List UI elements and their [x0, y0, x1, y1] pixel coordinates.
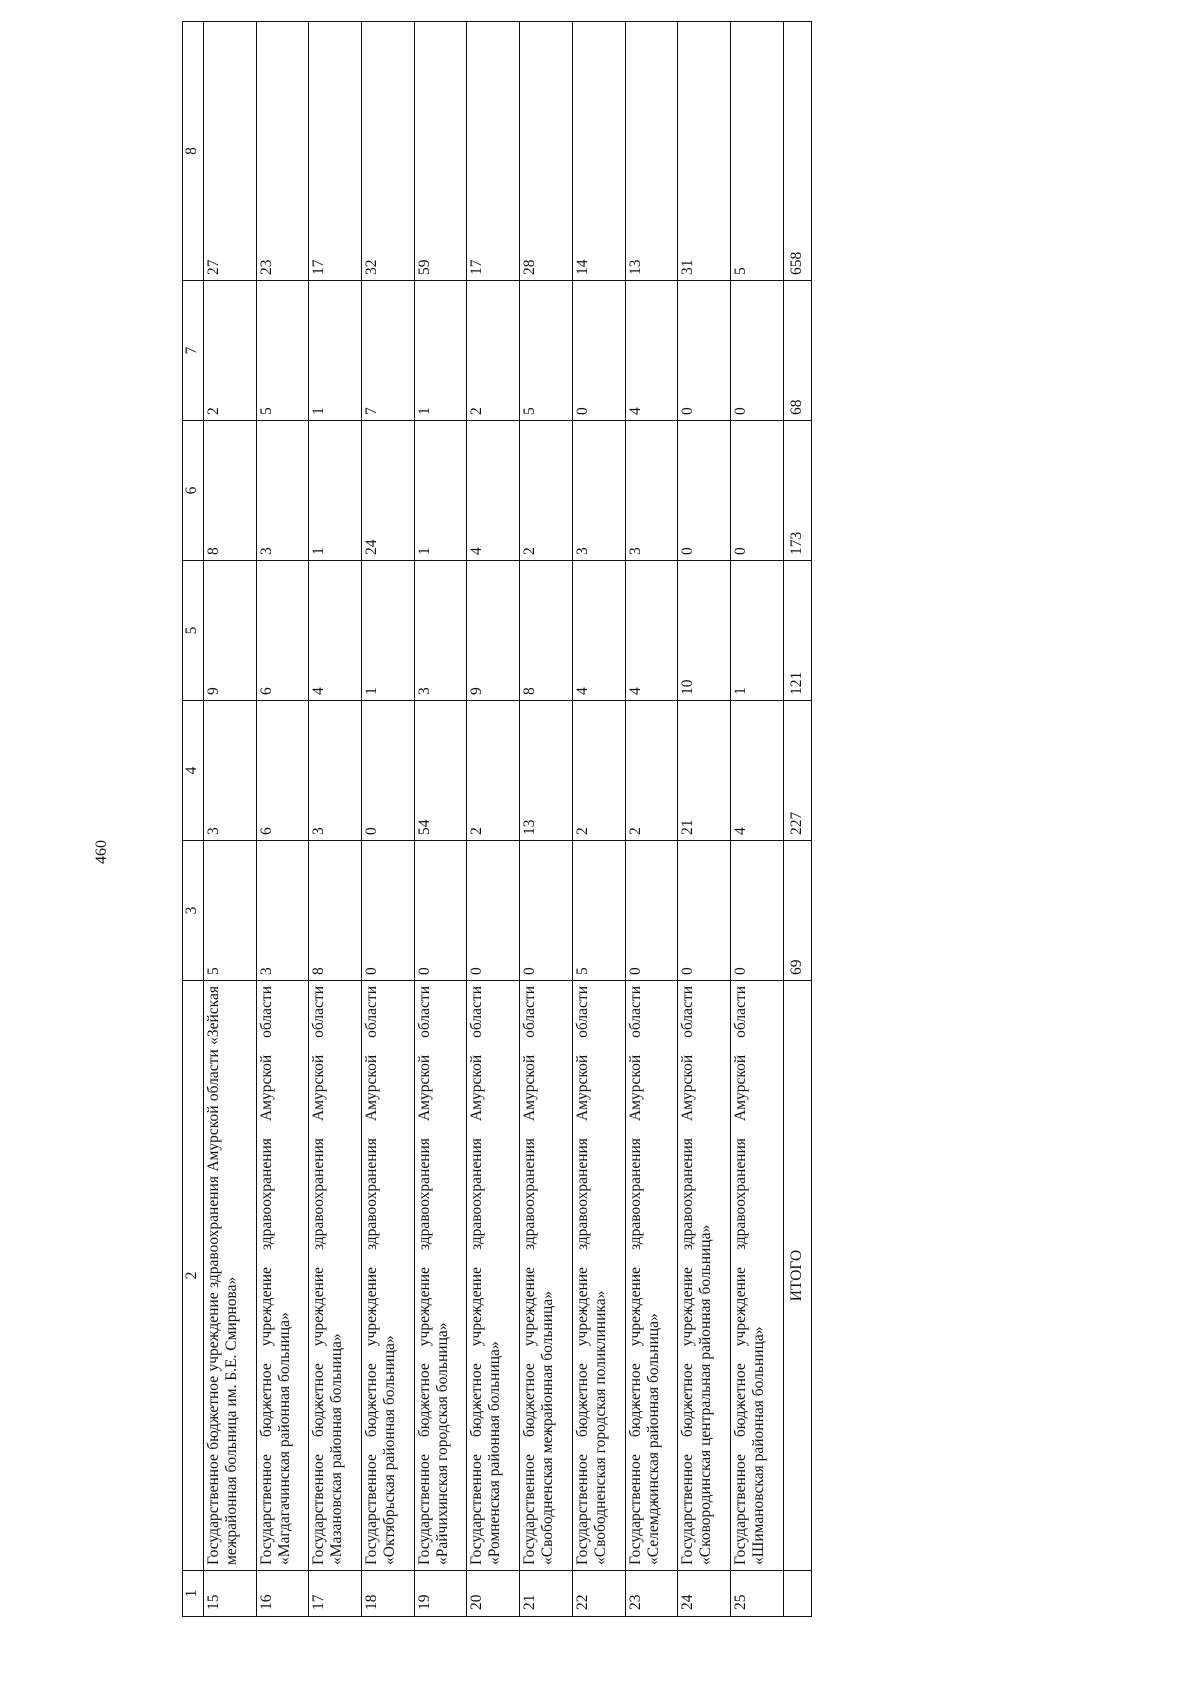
value-cell: 10: [678, 561, 731, 701]
value-cell: 0: [362, 701, 415, 841]
value-cell: 4: [730, 701, 783, 841]
row-number-cell: 18: [362, 1571, 415, 1617]
institution-name-cell: Государственное бюджетное учреждение здравоохранения Амурской области «Шимановская районная больница»: [730, 981, 783, 1571]
table-row: [362, 22, 415, 1617]
row-number-cell: 21: [520, 1571, 573, 1617]
value-cell: 1: [362, 561, 415, 701]
value-cell: 3: [256, 841, 309, 981]
total-value-cell: 658: [783, 22, 811, 281]
institution-name-cell: Государственное бюджетное учреждение здравоохранения Амурской области «Сковородинская центральная районная больница»: [678, 981, 731, 1571]
data-table: [182, 21, 812, 1617]
value-cell: 2: [572, 701, 625, 841]
empty-cell: [783, 1571, 811, 1617]
value-cell: 27: [204, 22, 257, 281]
value-cell: 4: [572, 561, 625, 701]
header-cell: 5: [183, 561, 204, 701]
institution-name-cell: Государственное бюджетное учреждение здравоохранения Амурской области «Зейская межрайонная больница им. Б.Е. Смирнова»: [204, 981, 257, 1571]
value-cell: 3: [256, 421, 309, 561]
value-cell: 23: [256, 22, 309, 281]
header-cell: 2: [183, 981, 204, 1571]
value-cell: 2: [625, 701, 678, 841]
institution-name-cell: Государственное бюджетное учреждение здравоохранения Амурской области «Ромненская районная больница»: [467, 981, 520, 1571]
value-cell: 13: [520, 701, 573, 841]
header-cell: 6: [183, 421, 204, 561]
table-row: [467, 22, 520, 1617]
value-cell: 2: [520, 421, 573, 561]
table-row: [625, 22, 678, 1617]
table-row: [572, 22, 625, 1617]
value-cell: 1: [309, 421, 362, 561]
header-cell: 8: [183, 22, 204, 281]
row-number-cell: 17: [309, 1571, 362, 1617]
value-cell: 8: [520, 561, 573, 701]
value-cell: 5: [204, 841, 257, 981]
table-row: [204, 22, 257, 1617]
value-cell: 0: [572, 281, 625, 421]
value-cell: 0: [730, 281, 783, 421]
value-cell: 8: [309, 841, 362, 981]
header-cell: 7: [183, 281, 204, 421]
value-cell: 5: [730, 22, 783, 281]
value-cell: 6: [256, 561, 309, 701]
rotated-table-container: [182, 62, 812, 1617]
total-label: ИТОГО: [783, 981, 811, 1571]
value-cell: 4: [309, 561, 362, 701]
total-value-cell: 121: [783, 561, 811, 701]
total-value-cell: 69: [783, 841, 811, 981]
institution-name-cell: Государственное бюджетное учреждение здравоохранения Амурской области «Мазановская районная больница»: [309, 981, 362, 1571]
total-row: [783, 22, 811, 1617]
header-cell: 1: [183, 1571, 204, 1617]
institution-name-cell: Государственное бюджетное учреждение здравоохранения Амурской области «Магдагачинская районная больница»: [256, 981, 309, 1571]
value-cell: 3: [204, 701, 257, 841]
header-cell: 3: [183, 841, 204, 981]
institution-name-cell: Государственное бюджетное учреждение здравоохранения Амурской области «Октябрьская районная больница»: [362, 981, 415, 1571]
institution-name-cell: Государственное бюджетное учреждение здравоохранения Амурской области «Райчихинская городская больница»: [414, 981, 467, 1571]
value-cell: 4: [625, 281, 678, 421]
value-cell: 1: [414, 281, 467, 421]
table-row: [414, 22, 467, 1617]
value-cell: 3: [625, 421, 678, 561]
value-cell: 0: [678, 421, 731, 561]
value-cell: 0: [362, 841, 415, 981]
row-number-cell: 25: [730, 1571, 783, 1617]
value-cell: 3: [309, 701, 362, 841]
row-number-cell: 20: [467, 1571, 520, 1617]
institution-name-cell: Государственное бюджетное учреждение здравоохранения Амурской области «Селемджинская районная больница»: [625, 981, 678, 1571]
header-row: [183, 22, 204, 1617]
value-cell: 0: [625, 841, 678, 981]
value-cell: 0: [520, 841, 573, 981]
value-cell: 3: [414, 561, 467, 701]
total-value-cell: 173: [783, 421, 811, 561]
value-cell: 2: [467, 281, 520, 421]
total-value-cell: 68: [783, 281, 811, 421]
value-cell: 28: [520, 22, 573, 281]
row-number-cell: 24: [678, 1571, 731, 1617]
value-cell: 9: [467, 561, 520, 701]
value-cell: 5: [256, 281, 309, 421]
value-cell: 4: [467, 421, 520, 561]
value-cell: 2: [204, 281, 257, 421]
value-cell: 5: [572, 841, 625, 981]
value-cell: 3: [572, 421, 625, 561]
table-row: [256, 22, 309, 1617]
value-cell: 7: [362, 281, 415, 421]
table-row: [730, 22, 783, 1617]
value-cell: 5: [520, 281, 573, 421]
value-cell: 31: [678, 22, 731, 281]
value-cell: 32: [362, 22, 415, 281]
value-cell: 17: [309, 22, 362, 281]
value-cell: 0: [678, 841, 731, 981]
value-cell: 0: [730, 841, 783, 981]
value-cell: 0: [414, 841, 467, 981]
value-cell: 17: [467, 22, 520, 281]
row-number-cell: 23: [625, 1571, 678, 1617]
table-row: [678, 22, 731, 1617]
value-cell: 9: [204, 561, 257, 701]
value-cell: 2: [467, 701, 520, 841]
table-row: [520, 22, 573, 1617]
value-cell: 1: [414, 421, 467, 561]
value-cell: 4: [625, 561, 678, 701]
value-cell: 13: [625, 22, 678, 281]
institution-name-cell: Государственное бюджетное учреждение здравоохранения Амурской области «Свободненская городская поликлиника»: [572, 981, 625, 1571]
value-cell: 1: [730, 561, 783, 701]
total-value-cell: 227: [783, 701, 811, 841]
table-row: [309, 22, 362, 1617]
header-cell: 4: [183, 701, 204, 841]
value-cell: 0: [467, 841, 520, 981]
row-number-cell: 22: [572, 1571, 625, 1617]
value-cell: 24: [362, 421, 415, 561]
value-cell: 21: [678, 701, 731, 841]
row-number-cell: 16: [256, 1571, 309, 1617]
value-cell: 8: [204, 421, 257, 561]
row-number-cell: 19: [414, 1571, 467, 1617]
value-cell: 6: [256, 701, 309, 841]
value-cell: 54: [414, 701, 467, 841]
value-cell: 1: [309, 281, 362, 421]
value-cell: 59: [414, 22, 467, 281]
value-cell: 0: [678, 281, 731, 421]
institution-name-cell: Государственное бюджетное учреждение здравоохранения Амурской области «Свободненская межрайонная больница»: [520, 981, 573, 1571]
value-cell: 14: [572, 22, 625, 281]
page-number: 460: [93, 840, 110, 864]
row-number-cell: 15: [204, 1571, 257, 1617]
value-cell: 0: [730, 421, 783, 561]
